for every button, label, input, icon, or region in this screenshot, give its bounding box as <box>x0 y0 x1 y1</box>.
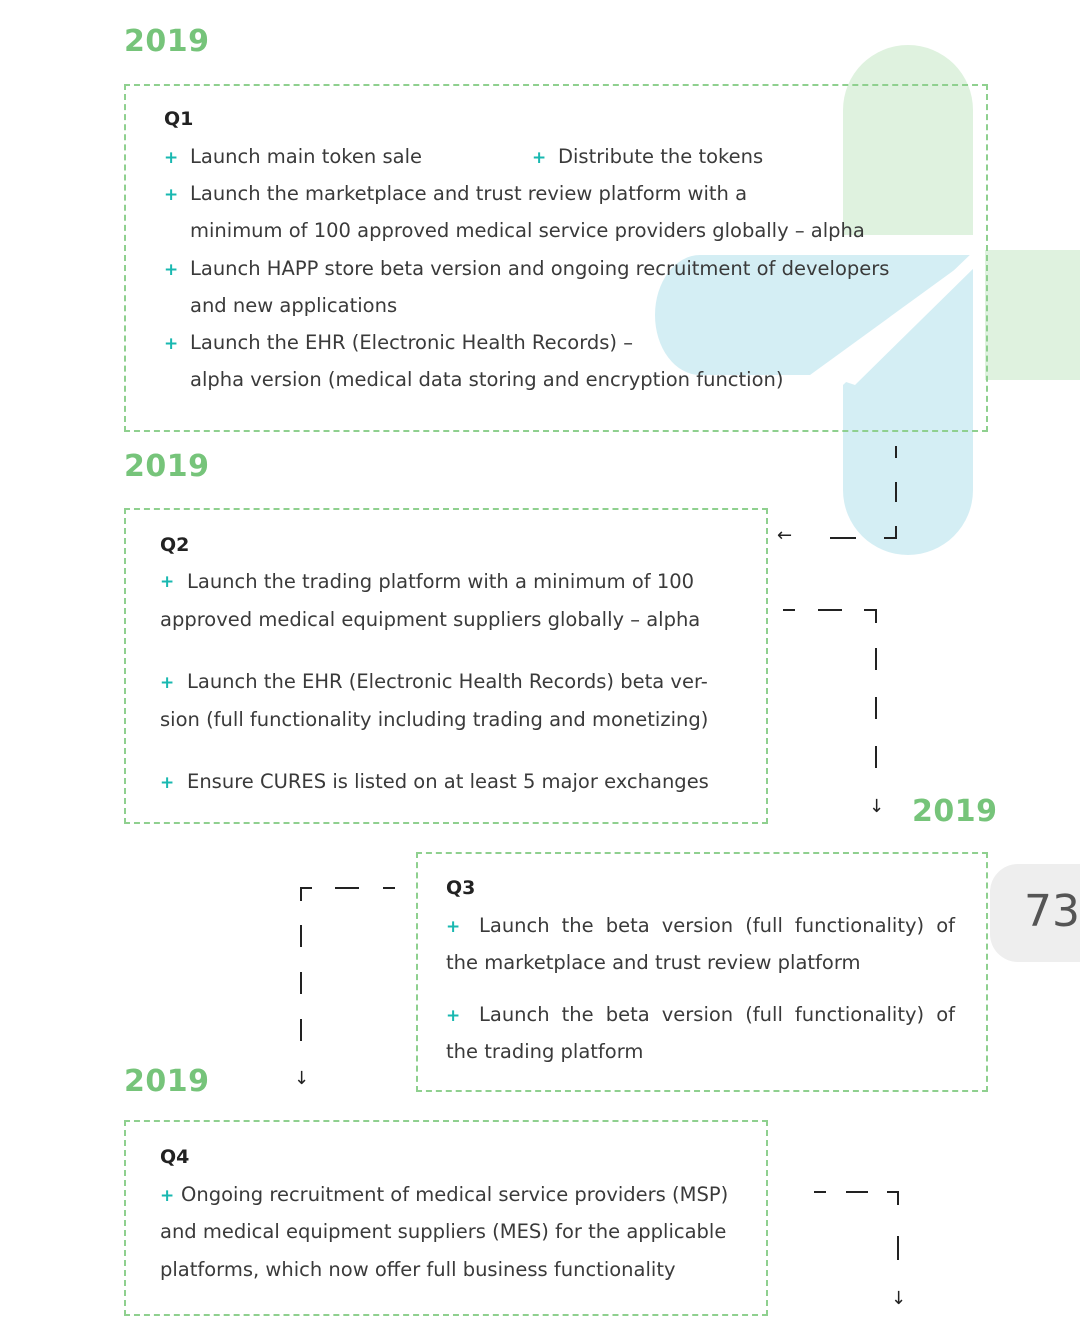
page-number: 73 <box>1024 886 1080 937</box>
plus-icon: + <box>164 185 179 205</box>
plus-icon: + <box>164 334 179 354</box>
plus-icon: + <box>160 572 175 592</box>
connector-dash <box>300 887 302 901</box>
arrow-down-icon: ↓ <box>891 1288 907 1309</box>
plus-icon: + <box>160 673 175 693</box>
connector-dash <box>300 925 302 947</box>
connector-dash <box>875 609 877 623</box>
arrow-left-icon: ← <box>777 525 793 546</box>
list-item-continuation: platforms, which now offer full business functionality <box>160 1258 676 1281</box>
list-item: Distribute the tokens <box>558 145 764 168</box>
list-item-continuation: minimum of 100 approved medical service providers globally – alpha <box>190 219 865 242</box>
quarter-label: Q4 <box>160 1146 190 1168</box>
plus-icon: + <box>164 148 179 168</box>
list-item: Ensure CURES is listed on at least 5 major exchanges <box>187 770 709 793</box>
connector-dash <box>818 609 842 611</box>
year-label: 2019 <box>124 449 210 484</box>
plus-icon: + <box>160 1186 175 1206</box>
plus-icon: + <box>532 148 547 168</box>
plus-icon: + <box>446 1006 461 1026</box>
connector-dash <box>875 746 877 768</box>
connector-dash <box>884 537 897 539</box>
connector-dash <box>875 697 877 719</box>
list-item: Launch the EHR (Electronic Health Records) – <box>190 331 633 354</box>
connector-dash <box>814 1191 826 1193</box>
plus-icon: + <box>164 260 179 280</box>
year-label: 2019 <box>912 794 998 829</box>
connector-dash <box>895 482 897 502</box>
plus-icon: + <box>446 917 461 937</box>
list-item-continuation: sion (full functionality including trading and monetizing) <box>160 708 709 731</box>
arrow-down-icon: ↓ <box>869 796 885 817</box>
connector-dash <box>875 648 877 670</box>
quarter-label: Q3 <box>446 877 476 899</box>
connector-dash <box>383 887 395 889</box>
connector-dash <box>830 537 856 539</box>
connector-dash <box>783 609 795 611</box>
year-label: 2019 <box>124 1064 210 1099</box>
list-item: Launch the beta version (full functionality) of <box>479 1003 955 1026</box>
connector-dash <box>897 1236 899 1260</box>
list-item: Ongoing recruitment of medical service providers (MSP) <box>181 1183 729 1206</box>
connector-dash <box>335 887 359 889</box>
year-label: 2019 <box>124 24 210 59</box>
arrow-down-icon: ↓ <box>294 1068 310 1089</box>
list-item-continuation: the marketplace and trust review platform <box>446 951 861 974</box>
connector-dash <box>300 1019 302 1041</box>
roadmap-box-q4 <box>124 1120 768 1316</box>
list-item: Launch the EHR (Electronic Health Records) beta ver- <box>187 670 708 693</box>
list-item-continuation: approved medical equipment suppliers globally – alpha <box>160 608 701 631</box>
connector-dash <box>300 972 302 994</box>
quarter-label: Q1 <box>164 108 194 130</box>
quarter-label: Q2 <box>160 534 190 556</box>
list-item: Launch main token sale <box>190 145 422 168</box>
connector-dash <box>846 1191 868 1193</box>
list-item-continuation: and new applications <box>190 294 398 317</box>
connector-dash <box>897 1191 899 1205</box>
plus-icon: + <box>160 773 175 793</box>
list-item: Launch the marketplace and trust review platform with a <box>190 182 748 205</box>
list-item: Launch HAPP store beta version and ongoing recruitment of developers <box>190 257 890 280</box>
list-item: Launch the trading platform with a minimum of 100 <box>187 570 695 593</box>
connector-dash <box>895 446 897 458</box>
list-item: Launch the beta version (full functionality) of <box>479 914 955 937</box>
list-item-continuation: and medical equipment suppliers (MES) for the applicable <box>160 1220 727 1243</box>
list-item-continuation: the trading platform <box>446 1040 644 1063</box>
list-item-continuation: alpha version (medical data storing and encryption function) <box>190 368 784 391</box>
